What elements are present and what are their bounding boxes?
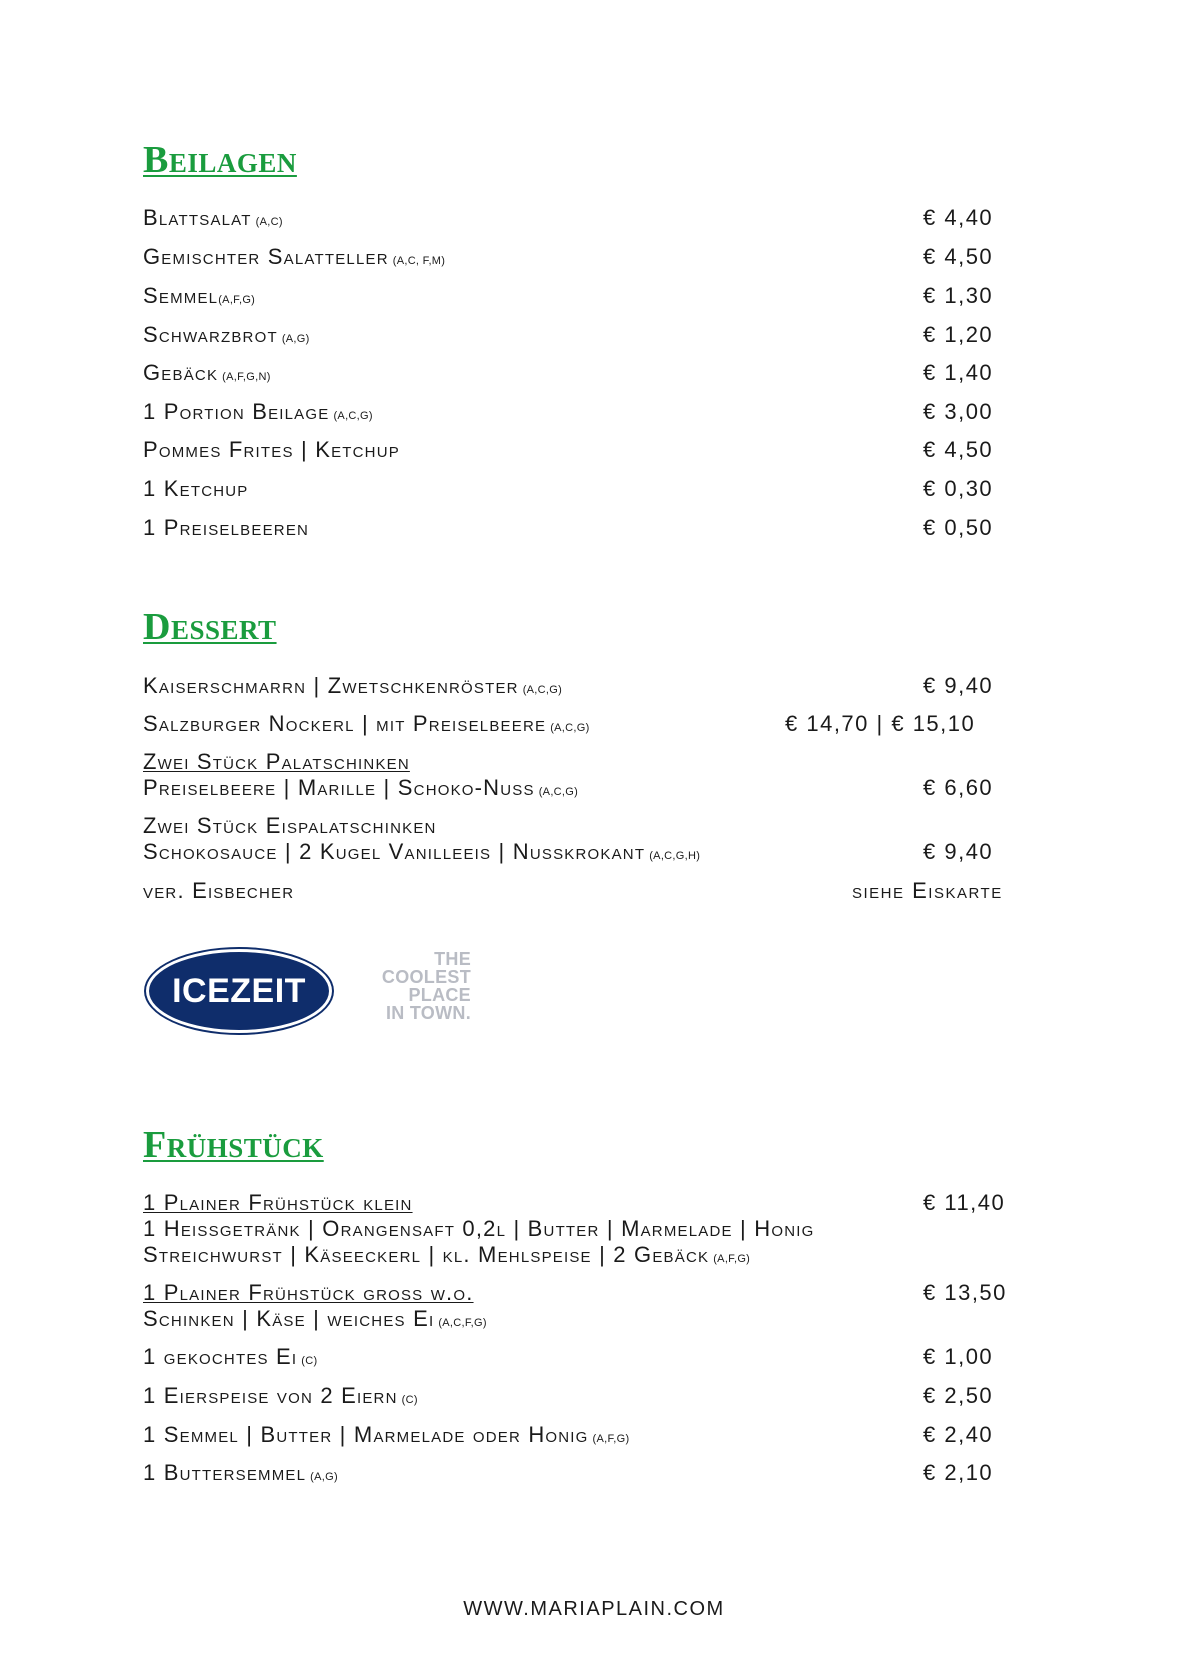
item-name: Schokosauce | 2 Kugel Vanilleeis | Nusskrokant [143,839,646,864]
item-name: ver. Eisbecher [143,878,295,903]
item-name: Gebäck [143,360,219,385]
item-allergen: (A,G) [281,333,310,345]
item-title: Zwei Stück Palatschinken [143,749,410,774]
slogan-line: THE [434,949,471,969]
item-price: € 3,00 [923,399,994,424]
item-price: € 0,50 [923,515,994,540]
item-price: siehe Eiskarte [852,878,1003,903]
item-name: 1 Semmel | Butter | Marmelade oder Honig [143,1422,589,1447]
item-price: € 2,50 [923,1383,994,1408]
item-allergen: (A,F,G) [592,1433,630,1445]
section-heading-dessert: Dessert [143,606,277,648]
item-price: € 1,20 [923,322,994,347]
item-name: Salzburger Nockerl | mit Preiselbeere [143,711,547,736]
item-price: € 13,50 [923,1280,1007,1305]
item-name: Schinken | Käse | weiches Ei [143,1306,435,1331]
item-name: 1 Buttersemmel [143,1460,307,1485]
item-allergen: (A,C) [255,216,283,228]
item-price: € 9,40 [923,839,994,864]
item-price: € 2,10 [923,1460,994,1485]
item-name: Kaiserschmarrn | Zwetschkenröster [143,673,519,698]
item-allergen: (A,F,G,N) [222,371,271,383]
item-name: 1 gekochtes Ei [143,1344,298,1369]
item-allergen: (A,C,F,G) [438,1317,487,1329]
item-price: € 1,30 [923,283,994,308]
slogan-line: PLACE [408,985,471,1005]
item-allergen: (A,C, F,M) [392,255,446,267]
item-allergen: (C) [401,1394,418,1406]
item-title: Zwei Stück Eispalatschinken [143,813,437,838]
slogan-line: IN TOWN. [385,1003,471,1023]
item-name: Gemischter Salatteller [143,244,389,269]
item-name: Blattsalat [143,205,252,230]
item-name: 1 Portion Beilage [143,399,330,424]
item-price: € 4,40 [923,205,994,230]
item-name: Preiselbeere | Marille | Schoko-Nuss [143,775,535,800]
item-price: € 4,50 [923,437,994,462]
item-allergen: (C) [301,1355,318,1367]
menu-item [143,1190,1013,1268]
item-line: 1 Heissgetränk | Orangensaft 0,2l | Butter | Marmelade | Honig [143,1216,815,1241]
menu-item [143,813,1013,865]
item-price: € 6,60 [923,775,994,800]
item-price: € 1,40 [923,360,994,385]
item-name: 1 Ketchup [143,476,249,501]
icezeit-brand: ICEZEIT [146,949,332,1033]
item-price: € 9,40 [923,673,994,698]
item-allergen: (A,F,G) [218,294,256,306]
item-name: Schwarzbrot [143,322,278,347]
footer-website[interactable]: WWW.MARIAPLAIN.COM [463,1598,725,1620]
menu-item [143,749,1013,801]
item-price: € 0,30 [923,476,994,501]
item-title: 1 Plainer Frühstück klein [143,1190,413,1215]
item-allergen: (A,G) [310,1471,338,1483]
item-allergen: (A,C,G) [522,684,563,696]
item-allergen: (A,C,G) [538,786,579,798]
section-heading-beilagen: Beilagen [143,139,297,181]
item-name: Semmel [143,283,219,308]
item-name: Streichwurst | Käseeckerl | kl. Mehlspeise | 2 Gebäck [143,1242,710,1267]
item-name: 1 Preiselbeeren [143,515,310,540]
item-title: 1 Plainer Frühstück gross w.o. [143,1280,474,1305]
slogan-line: COOLEST [381,967,471,987]
item-name: Pommes Frites | Ketchup [143,437,400,462]
item-price: € 4,50 [923,244,994,269]
item-price: € 11,40 [923,1190,1006,1215]
item-name: 1 Eierspeise von 2 Eiern [143,1383,398,1408]
item-allergen: (A,C,G) [550,722,590,734]
item-price: € 2,40 [923,1422,994,1447]
icezeit-logo [146,949,332,1033]
item-allergen: (A,C,G) [333,410,373,422]
item-price: € 14,70 | € 15,10 [785,711,976,736]
section-heading-fruehstueck: Frühstück [143,1124,324,1166]
menu-item [143,1280,1013,1332]
logo-slogan [361,950,471,1022]
item-allergen: (A,F,G) [713,1253,751,1265]
item-allergen: (A,C,G,H) [649,850,701,862]
item-price: € 1,00 [923,1344,994,1369]
